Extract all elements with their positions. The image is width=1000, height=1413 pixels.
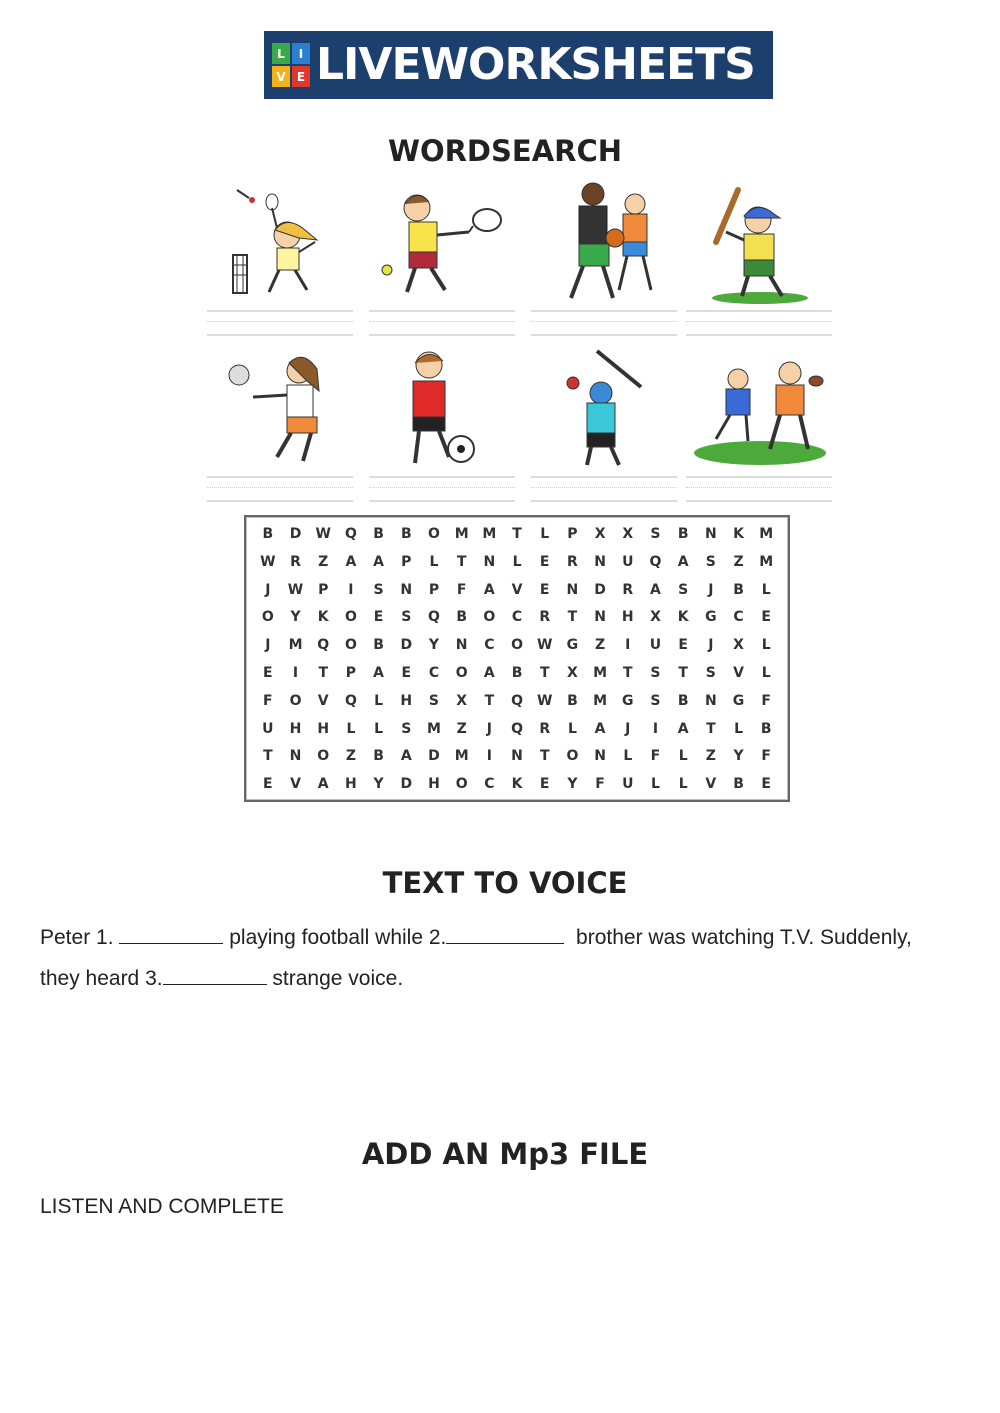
grid-letter[interactable]: B — [567, 692, 578, 709]
grid-letter[interactable]: O — [344, 637, 357, 654]
answer-line — [207, 310, 353, 336]
grid-letter[interactable]: S — [401, 609, 412, 626]
logo-badge-letter: I — [292, 43, 310, 64]
grid-letter[interactable]: B — [677, 526, 689, 542]
grid-letter[interactable]: T — [318, 664, 328, 681]
sentence-fragment: strange voice. — [266, 967, 404, 990]
grid-letter[interactable]: K — [733, 526, 744, 542]
grid-letter[interactable]: L — [761, 637, 771, 654]
grid-letter[interactable]: E — [761, 609, 771, 626]
grid-letter[interactable]: B — [733, 776, 744, 793]
grid-letter[interactable]: H — [289, 720, 302, 737]
grid-letter[interactable]: Z — [595, 637, 606, 654]
grid-letter[interactable]: J — [486, 720, 492, 737]
grid-letter[interactable]: C — [511, 609, 523, 626]
grid-letter[interactable]: R — [539, 609, 551, 626]
grid-letter[interactable]: T — [567, 609, 578, 626]
grid-letter[interactable]: O — [289, 692, 302, 709]
grid-letter[interactable]: T — [539, 748, 550, 765]
grid-letter[interactable]: F — [650, 748, 661, 765]
grid-letter[interactable]: A — [373, 553, 385, 570]
grid-letter[interactable]: B — [760, 720, 772, 737]
american-football-players-icon — [686, 345, 834, 475]
grid-letter[interactable]: T — [539, 664, 550, 681]
grid-letter[interactable]: B — [677, 692, 689, 709]
grid-letter[interactable]: N — [511, 748, 523, 765]
grid-letter[interactable]: T — [623, 664, 633, 681]
blank-3[interactable] — [163, 966, 267, 985]
grid-letter[interactable]: G — [705, 609, 717, 626]
grid-letter[interactable]: Y — [290, 609, 301, 626]
grid-letter[interactable]: N — [594, 748, 606, 765]
grid-letter[interactable]: B — [733, 581, 744, 598]
grid-letter[interactable]: N — [566, 581, 579, 598]
grid-letter[interactable]: T — [456, 553, 467, 570]
grid-letter[interactable]: M — [454, 526, 469, 542]
grid-letter[interactable]: M — [759, 553, 774, 570]
grid-letter[interactable]: O — [511, 637, 523, 654]
hockey-player-icon — [531, 345, 679, 475]
grid-letter[interactable]: K — [317, 609, 329, 626]
grid-letter[interactable]: W — [260, 553, 276, 570]
grid-letter[interactable]: Q — [649, 553, 662, 570]
grid-letter[interactable]: B — [373, 748, 384, 765]
grid-letter[interactable]: M — [593, 692, 608, 709]
grid-letter[interactable]: Q — [344, 692, 357, 709]
wordsearch-title: WORDSEARCH — [387, 134, 623, 168]
grid-letter[interactable]: R — [539, 720, 551, 737]
grid-letter[interactable]: T — [512, 526, 522, 542]
grid-letter[interactable]: O — [455, 776, 468, 793]
grid-letter[interactable]: E — [539, 776, 550, 793]
grid-letter[interactable]: X — [650, 609, 661, 626]
grid-letter[interactable]: Q — [511, 692, 523, 709]
grid-letter[interactable]: C — [484, 637, 495, 654]
badminton-player-icon — [207, 180, 355, 310]
grid-letter[interactable]: F — [761, 692, 771, 709]
grid-letter[interactable]: O — [317, 748, 330, 765]
grid-letter[interactable]: X — [594, 526, 606, 542]
grid-letter[interactable]: N — [704, 526, 717, 542]
grid-letter[interactable]: Y — [733, 748, 744, 765]
football-player-icon — [369, 345, 517, 475]
baseball-batter-icon — [686, 180, 834, 310]
grid-letter[interactable]: I — [292, 664, 299, 681]
grid-letter[interactable]: L — [374, 692, 384, 709]
grid-letter[interactable]: N — [455, 637, 468, 654]
grid-row — [254, 660, 780, 688]
grid-letter[interactable]: X — [733, 637, 744, 654]
grid-letter[interactable]: E — [761, 776, 771, 793]
grid-letter[interactable]: R — [567, 553, 578, 570]
grid-row — [254, 632, 780, 660]
answer-line — [369, 310, 515, 336]
grid-letter[interactable]: F — [595, 776, 605, 793]
grid-row — [254, 577, 780, 605]
grid-letter[interactable]: Y — [373, 776, 384, 793]
blank-1[interactable] — [119, 925, 223, 944]
mp3-title: ADD AN Mp3 FILE — [361, 1137, 649, 1171]
grid-letter[interactable]: A — [650, 581, 661, 598]
grid-letter[interactable]: V — [511, 581, 523, 598]
grid-letter[interactable]: F — [456, 581, 467, 598]
grid-letter[interactable]: O — [261, 609, 274, 626]
grid-letter[interactable]: N — [289, 748, 302, 765]
grid-letter[interactable]: V — [317, 692, 329, 709]
answer-line — [207, 476, 353, 502]
grid-letter[interactable]: B — [262, 526, 274, 542]
grid-letter[interactable]: G — [566, 637, 579, 654]
answer-line — [531, 310, 677, 336]
grid-letter[interactable]: O — [455, 664, 468, 681]
grid-letter[interactable]: Z — [318, 553, 329, 570]
wordsearch-grid[interactable] — [244, 515, 790, 802]
text-to-voice-title: TEXT TO VOICE — [382, 866, 628, 900]
grid-letter[interactable]: D — [289, 526, 302, 542]
grid-letter[interactable]: U — [649, 637, 662, 654]
grid-letter[interactable]: S — [373, 581, 384, 598]
grid-letter[interactable]: L — [761, 664, 771, 681]
grid-letter[interactable]: Z — [705, 748, 716, 765]
grid-letter[interactable]: O — [483, 609, 496, 626]
grid-letter[interactable]: H — [345, 776, 357, 793]
grid-letter[interactable]: M — [288, 637, 303, 654]
grid-letter[interactable]: C — [733, 609, 744, 626]
grid-letter[interactable]: L — [623, 748, 633, 765]
grid-letter[interactable]: J — [708, 637, 714, 654]
grid-letter[interactable]: B — [456, 609, 467, 626]
grid-letter[interactable]: T — [678, 664, 688, 681]
volleyball-player-icon — [207, 345, 355, 475]
grid-letter[interactable]: S — [705, 664, 716, 681]
grid-letter[interactable]: O — [566, 748, 579, 765]
grid-letter[interactable]: X — [456, 692, 468, 709]
grid-letter[interactable]: E — [373, 609, 384, 626]
sentence-fragment: brother was watching T.V. Suddenly, — [564, 926, 912, 949]
grid-letter[interactable]: Z — [345, 748, 356, 765]
grid-letter[interactable]: P — [401, 553, 412, 570]
grid-letter[interactable]: V — [290, 776, 301, 793]
grid-letter[interactable]: W — [287, 581, 304, 598]
grid-letter[interactable]: W — [536, 637, 553, 654]
grid-letter[interactable]: B — [400, 526, 412, 542]
grid-letter[interactable]: A — [317, 776, 329, 793]
grid-letter[interactable]: I — [625, 637, 631, 654]
grid-letter[interactable]: I — [348, 581, 354, 598]
grid-letter[interactable]: H — [428, 776, 440, 793]
grid-letter[interactable]: L — [346, 720, 356, 737]
grid-letter[interactable]: L — [651, 776, 660, 793]
answer-line — [531, 476, 677, 502]
grid-letter[interactable]: E — [263, 776, 273, 793]
tennis-player-icon — [369, 180, 517, 310]
grid-letter[interactable]: Y — [567, 776, 578, 793]
grid-letter[interactable]: O — [344, 609, 357, 626]
grid-row — [254, 688, 780, 716]
grid-letter[interactable]: Q — [317, 637, 330, 654]
grid-letter[interactable]: Q — [511, 720, 523, 737]
grid-letter[interactable]: A — [483, 664, 495, 681]
grid-letter[interactable]: F — [761, 748, 771, 765]
sentence-fragment: they heard 3. — [40, 967, 163, 990]
grid-letter[interactable]: D — [400, 637, 413, 654]
grid-letter[interactable]: E — [539, 581, 550, 598]
grid-letter[interactable]: S — [705, 553, 716, 570]
grid-letter[interactable]: L — [761, 581, 771, 598]
grid-letter[interactable]: S — [650, 692, 661, 709]
grid-letter[interactable]: A — [373, 664, 385, 681]
grid-letter[interactable]: P — [567, 526, 578, 542]
grid-letter[interactable]: U — [622, 553, 634, 570]
grid-letter[interactable]: E — [678, 637, 688, 654]
grid-letter[interactable]: N — [483, 553, 496, 570]
grid-letter[interactable]: B — [373, 526, 384, 542]
grid-letter[interactable]: J — [265, 581, 271, 598]
grid-letter[interactable]: X — [622, 526, 634, 542]
grid-letter[interactable]: L — [567, 720, 577, 737]
grid-letter[interactable]: L — [512, 553, 522, 570]
grid-letter[interactable]: M — [427, 720, 441, 737]
grid-letter[interactable]: S — [650, 526, 661, 542]
answer-line — [369, 476, 515, 502]
liveworksheets-logo — [264, 31, 773, 99]
grid-letter[interactable]: T — [706, 720, 716, 737]
grid-letter[interactable]: P — [428, 581, 440, 598]
grid-letter[interactable]: L — [374, 720, 384, 737]
listen-instruction: LISTEN AND COMPLETE — [40, 1195, 284, 1218]
grid-letter[interactable]: P — [345, 664, 357, 681]
grid-letter[interactable]: E — [401, 664, 412, 681]
grid-letter[interactable]: V — [705, 776, 717, 793]
text-to-voice-line-2 — [40, 958, 985, 1000]
grid-letter[interactable]: L — [678, 748, 688, 765]
grid-row — [254, 771, 780, 799]
grid-letter[interactable]: L — [429, 553, 439, 570]
grid-letter[interactable]: I — [486, 748, 492, 765]
grid-letter[interactable]: V — [733, 664, 744, 681]
grid-row — [254, 549, 780, 577]
grid-letter[interactable]: Q — [344, 526, 357, 542]
grid-letter[interactable]: H — [317, 720, 330, 737]
grid-letter[interactable]: A — [677, 720, 689, 737]
grid-letter[interactable]: A — [677, 553, 689, 570]
grid-letter[interactable]: Z — [456, 720, 467, 737]
grid-letter[interactable]: X — [567, 664, 578, 681]
grid-letter[interactable]: L — [678, 776, 688, 793]
grid-letter[interactable]: S — [650, 664, 661, 681]
grid-letter[interactable]: M — [593, 664, 608, 681]
grid-letter[interactable]: F — [263, 692, 273, 709]
grid-letter[interactable]: H — [621, 609, 634, 626]
grid-letter[interactable]: W — [315, 526, 331, 542]
grid-letter[interactable]: K — [511, 776, 523, 793]
grid-letter[interactable]: Y — [428, 637, 440, 654]
sentence-fragment: Peter 1. — [40, 926, 120, 949]
grid-letter[interactable]: I — [652, 720, 659, 737]
grid-letter[interactable]: Q — [428, 609, 440, 626]
grid-letter[interactable]: C — [428, 664, 440, 681]
grid-letter[interactable]: M — [454, 748, 469, 765]
grid-letter[interactable]: L — [734, 720, 743, 737]
grid-letter[interactable]: A — [400, 748, 412, 765]
basketball-players-icon — [531, 180, 679, 310]
grid-letter[interactable]: M — [482, 526, 497, 542]
grid-letter[interactable]: O — [428, 526, 440, 542]
grid-letter[interactable]: N — [594, 553, 606, 570]
grid-row — [254, 743, 780, 771]
grid-letter[interactable]: C — [484, 776, 495, 793]
grid-letter[interactable]: B — [373, 637, 384, 654]
answer-line — [686, 310, 832, 336]
blank-2[interactable] — [446, 925, 564, 944]
logo-text: LIVEWORKSHEETS — [316, 39, 755, 90]
grid-letter[interactable]: Z — [733, 553, 744, 570]
grid-letter[interactable]: S — [678, 581, 689, 598]
grid-letter[interactable]: A — [483, 581, 495, 598]
grid-letter[interactable]: U — [622, 776, 634, 793]
logo-badge-letter: V — [272, 66, 290, 87]
grid-letter[interactable]: R — [290, 553, 301, 570]
grid-letter[interactable]: U — [262, 720, 274, 737]
grid-letter[interactable]: M — [759, 526, 774, 542]
grid-letter[interactable]: N — [400, 581, 413, 598]
grid-letter[interactable]: R — [622, 581, 634, 598]
grid-letter[interactable]: T — [484, 692, 495, 709]
grid-letter[interactable]: D — [594, 581, 606, 598]
grid-letter[interactable]: S — [428, 692, 440, 709]
grid-letter[interactable]: A — [594, 720, 606, 737]
text-to-voice-line-1 — [40, 917, 985, 959]
answer-line — [686, 476, 832, 502]
grid-row — [254, 604, 780, 632]
grid-row — [254, 521, 780, 549]
grid-letter[interactable]: L — [540, 526, 550, 542]
grid-letter[interactable]: A — [345, 553, 357, 570]
sentence-fragment: playing football while 2. — [223, 926, 447, 949]
grid-letter[interactable]: W — [536, 692, 553, 709]
grid-letter[interactable]: G — [732, 692, 745, 709]
grid-letter[interactable]: G — [622, 692, 634, 709]
grid-letter[interactable]: J — [708, 581, 714, 598]
grid-letter[interactable]: K — [677, 609, 689, 626]
logo-badge — [272, 43, 310, 87]
grid-letter[interactable]: N — [704, 692, 717, 709]
grid-letter[interactable]: J — [625, 720, 631, 737]
grid-row — [254, 716, 780, 744]
grid-letter[interactable]: T — [263, 748, 273, 765]
grid-letter[interactable]: H — [400, 692, 413, 709]
grid-letter[interactable]: E — [263, 664, 273, 681]
grid-letter[interactable]: B — [511, 664, 523, 681]
logo-badge-letter: L — [272, 43, 290, 64]
grid-letter[interactable]: E — [539, 553, 550, 570]
grid-letter[interactable]: P — [318, 581, 329, 598]
logo-badge-letter: E — [292, 66, 310, 87]
grid-letter[interactable]: N — [594, 609, 606, 626]
grid-letter[interactable]: J — [265, 637, 271, 654]
grid-letter[interactable]: S — [401, 720, 412, 737]
grid-letter[interactable]: D — [400, 776, 413, 793]
grid-letter[interactable]: D — [428, 748, 440, 765]
